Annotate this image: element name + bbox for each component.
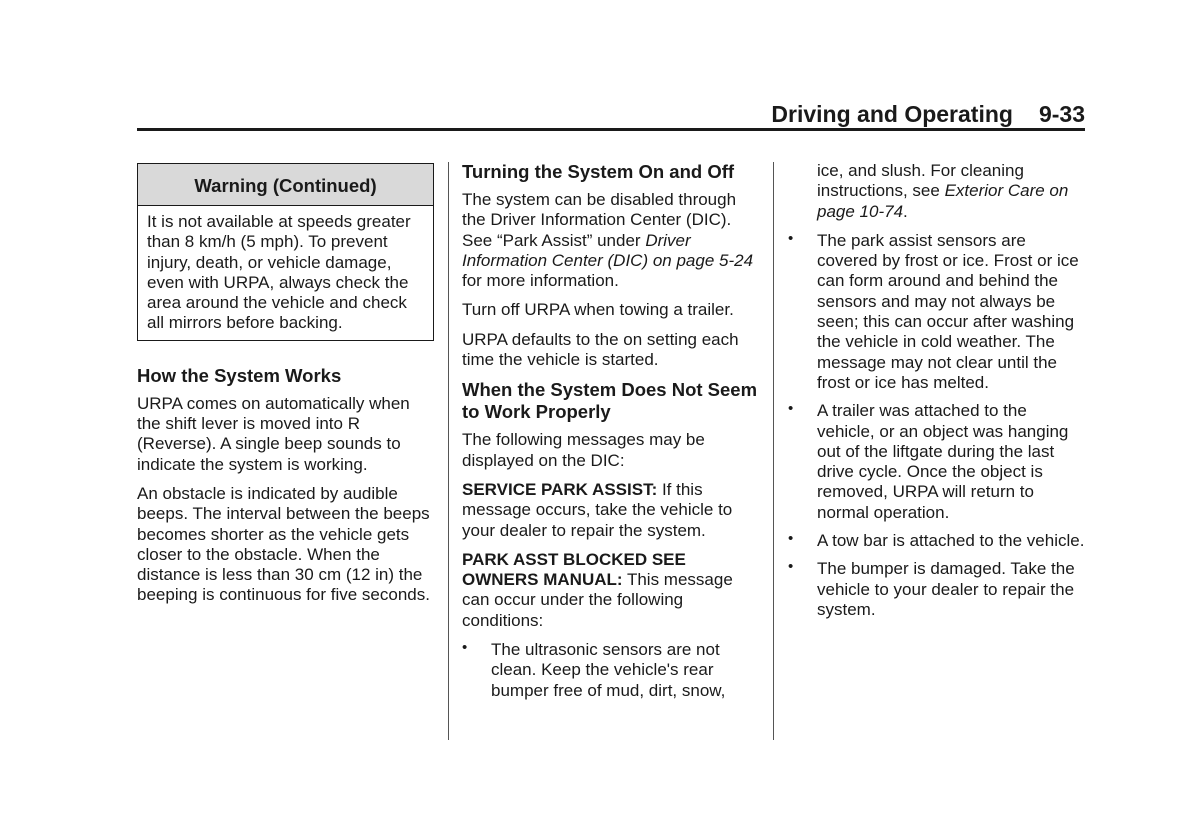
message-label: PARK ASST BLOCKED SEE OWNERS MANUAL: [462,549,686,590]
page-number: 9-33 [1038,101,1085,127]
message-label: SERVICE PARK ASSIST: [462,479,658,499]
warning-title: Warning (Continued) [138,164,433,206]
paragraph [462,550,762,631]
column-divider-2 [773,162,774,740]
heading-system-not-working: When the System Does Not Seem to Work Properly [462,379,758,423]
cross-reference-link[interactable]: Driver Information Center (DIC) on page 5-24 [462,230,754,270]
paragraph: Turn off URPA when towing a trailer. [462,300,734,320]
list-item [788,401,1088,523]
heading-how-system-works: How the System Works [137,364,342,386]
bullet-icon: • [788,530,794,548]
bullet-icon: • [788,400,794,418]
column-divider-1 [448,162,449,740]
paragraph: URPA comes on automatically when the shift lever is moved into R (Reverse). A single beep sounds to indicate the system is working. [137,393,410,474]
condition-list [462,640,762,701]
bullet-icon: • [788,229,794,247]
list-item-text: A tow bar is attached to the vehicle. [817,531,1085,551]
column-2 [462,161,762,709]
warning-body: It is not available at speeds greater than 8 km/h (5 mph). To prevent injury, death, or vehicle damage, even with URPA, always check the area around the vehicle and check all mirrors before backing. [147,212,411,333]
page-header [137,100,1085,128]
text: ice, and slush. For cleaning instructions, see [817,161,1024,201]
paragraph: An obstacle is indicated by audible beeps. The interval between the beeps becomes shorter as the vehicle gets closer to the obstacle. When the distance is less than 30 cm (12 in) the beeping is continuous for five seconds. [137,483,430,605]
list-item [788,231,1088,393]
column-1 [137,163,434,615]
header-rule [137,128,1085,131]
list-item [788,531,1088,551]
text: . [903,201,908,221]
paragraph [462,190,762,291]
chapter-title: Driving and Operating [771,101,1013,127]
text: for more information. [462,271,619,291]
text: If this message occurs, take the vehicle to your dealer to repair the system. [462,479,733,540]
text: This message can occur under the following conditions: [462,570,733,630]
list-item-text: The bumper is damaged. Take the vehicle to your dealer to repair the system. [817,559,1075,619]
list-item-text: A trailer was attached to the vehicle, or an object was hanging out of the liftgate during the last drive cycle. Once the object is removed, URPA will return to normal operation. [817,401,1069,522]
paragraph [462,480,762,541]
bullet-icon: • [788,558,794,576]
bullet-icon: • [462,639,468,657]
list-item [462,640,762,701]
text: The system can be disabled through the Driver Information Center (DIC). See “Park Assist” under [462,190,737,250]
heading-turning-system-on-off: Turning the System On and Off [462,161,735,182]
paragraph: URPA defaults to the on setting each time the vehicle is started. [462,329,739,370]
list-item-text: The ultrasonic sensors are not clean. Keep the vehicle's rear bumper free of mud, dirt, snow, [491,640,726,700]
condition-list [788,231,1088,620]
paragraph: The following messages may be displayed on the DIC: [462,430,705,470]
list-item [788,559,1088,620]
list-item-continued [788,161,1088,222]
cross-reference-link[interactable]: Exterior Care on page 10-74 [817,181,1069,221]
column-3 [788,161,1088,628]
list-item-text: The park assist sensors are covered by frost or ice. Frost or ice can form around and behind the sensors and may not always be seen; this can occur after washing the vehicle in cold weather. The message may not clear until the frost or ice has melted. [817,230,1079,392]
warning-box [137,163,434,341]
